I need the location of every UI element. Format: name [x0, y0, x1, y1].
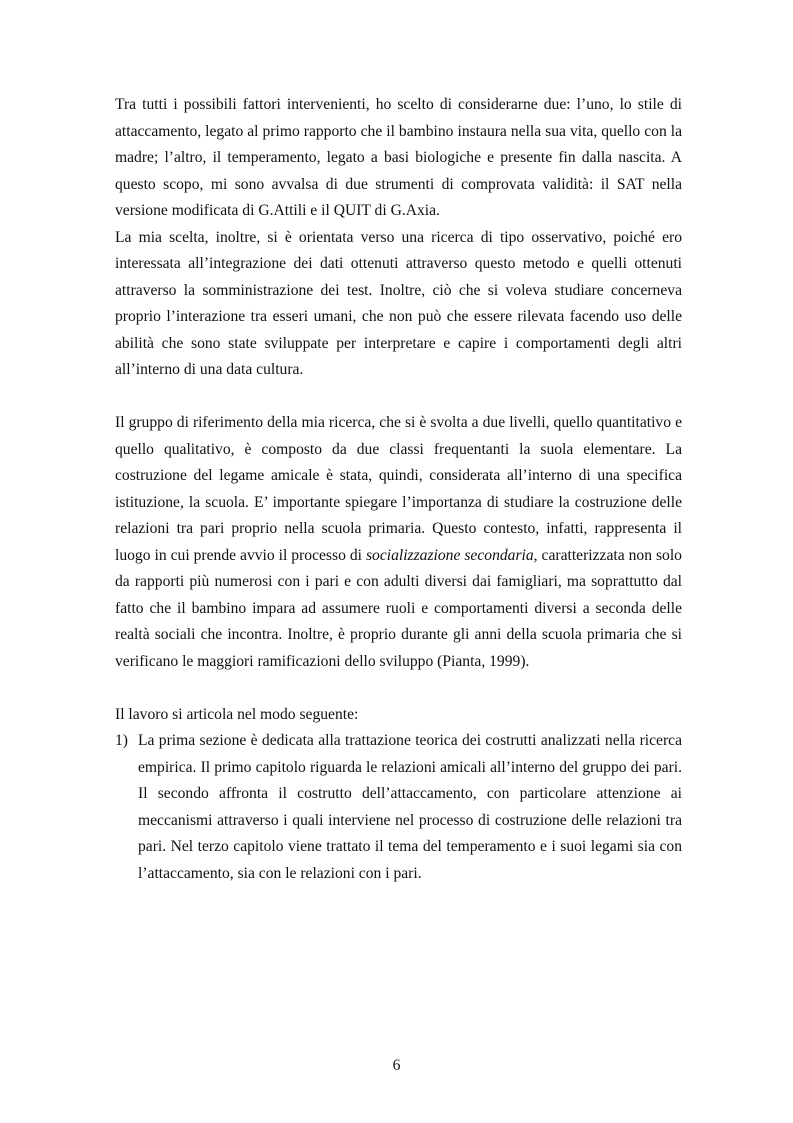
paragraph-research-choice: La mia scelta, inoltre, si è orientata verso una ricerca di tipo osservativo, poiché ero interessata all’integrazione dei dati ottenuti attraverso questo metodo e quelli ottenuti attraverso la somministrazione dei test. Inoltre, ciò che si voleva studiare concerneva proprio l’interazione tra esseri umani, che non può che essere rilevata facendo uso delle abilità che sono state sviluppate per interpretare e capire i comportamenti degli altri all’interno di una data cultura. [115, 228, 682, 378]
list-marker: 1) [115, 732, 128, 749]
body-text [115, 92, 682, 887]
paragraph-reference-group [115, 410, 682, 675]
paragraph-factors: Tra tutti i possibili fattori intervenienti, ho scelto di considerarne due: l’uno, lo stile di attaccamento, legato al primo rapporto che il bambino instaura nella sua vita, quello con la madre; l’altro, il temperamento, legato a basi biologiche e presente fin dalla nascita. A questo scopo, mi sono avvalsa di due strumenti di comprovata validità: il SAT nella versione modificata di G.Attili e il QUIT di G.Axia. [115, 96, 682, 219]
structure-list [115, 728, 682, 887]
list-item-text: La prima sezione è dedicata alla trattazione teorica dei costrutti analizzati nella ricerca empirica. Il primo capitolo riguarda le relazioni amicali all’interno del gruppo dei pari. Il secondo affronta il costrutto dell’attaccamento, con particolare attenzione ai meccanismi attraverso i quali interviene nel processo di costruzione delle relazioni tra pari. Nel terzo capitolo viene trattato il tema del temperamento e i suoi legami sia con l’attaccamento, sia con le relazioni con i pari. [138, 732, 682, 882]
paragraph-reference-group-end: , caratterizzata non solo da rapporti più numerosi con i pari e con adulti diversi dai famigliari, ma soprattutto dal fatto che il bambino impara ad assumere ruoli e comportamenti diversi a seconda delle realtà sociali che incontra. Inoltre, è proprio durante gli anni della scuola primaria che si verificano le maggiori ramificazioni dello sviluppo (Pianta, 1999). [115, 546, 682, 670]
paragraph-structure-intro: Il lavoro si articola nel modo seguente: [115, 705, 359, 723]
paragraph-reference-group-start: Il gruppo di riferimento della mia ricerca, che si è svolta a due livelli, quello quantitativo e quello qualitativo, è composto da due classi frequentanti la suola elementare. La costruzione del legame amicale è stata, quindi, considerata all’interno di una specifica istituzione, la scuola. E’ importante spiegare l’importanza di studiare la costruzione delle relazioni tra pari proprio nella scuola primaria. Questo contesto, infatti, rappresenta il luogo in cui prende avvio il processo di [115, 414, 682, 564]
italic-term: socializzazione secondaria [365, 546, 534, 564]
page-number: 6 [392, 1057, 401, 1074]
list-item [115, 728, 682, 887]
